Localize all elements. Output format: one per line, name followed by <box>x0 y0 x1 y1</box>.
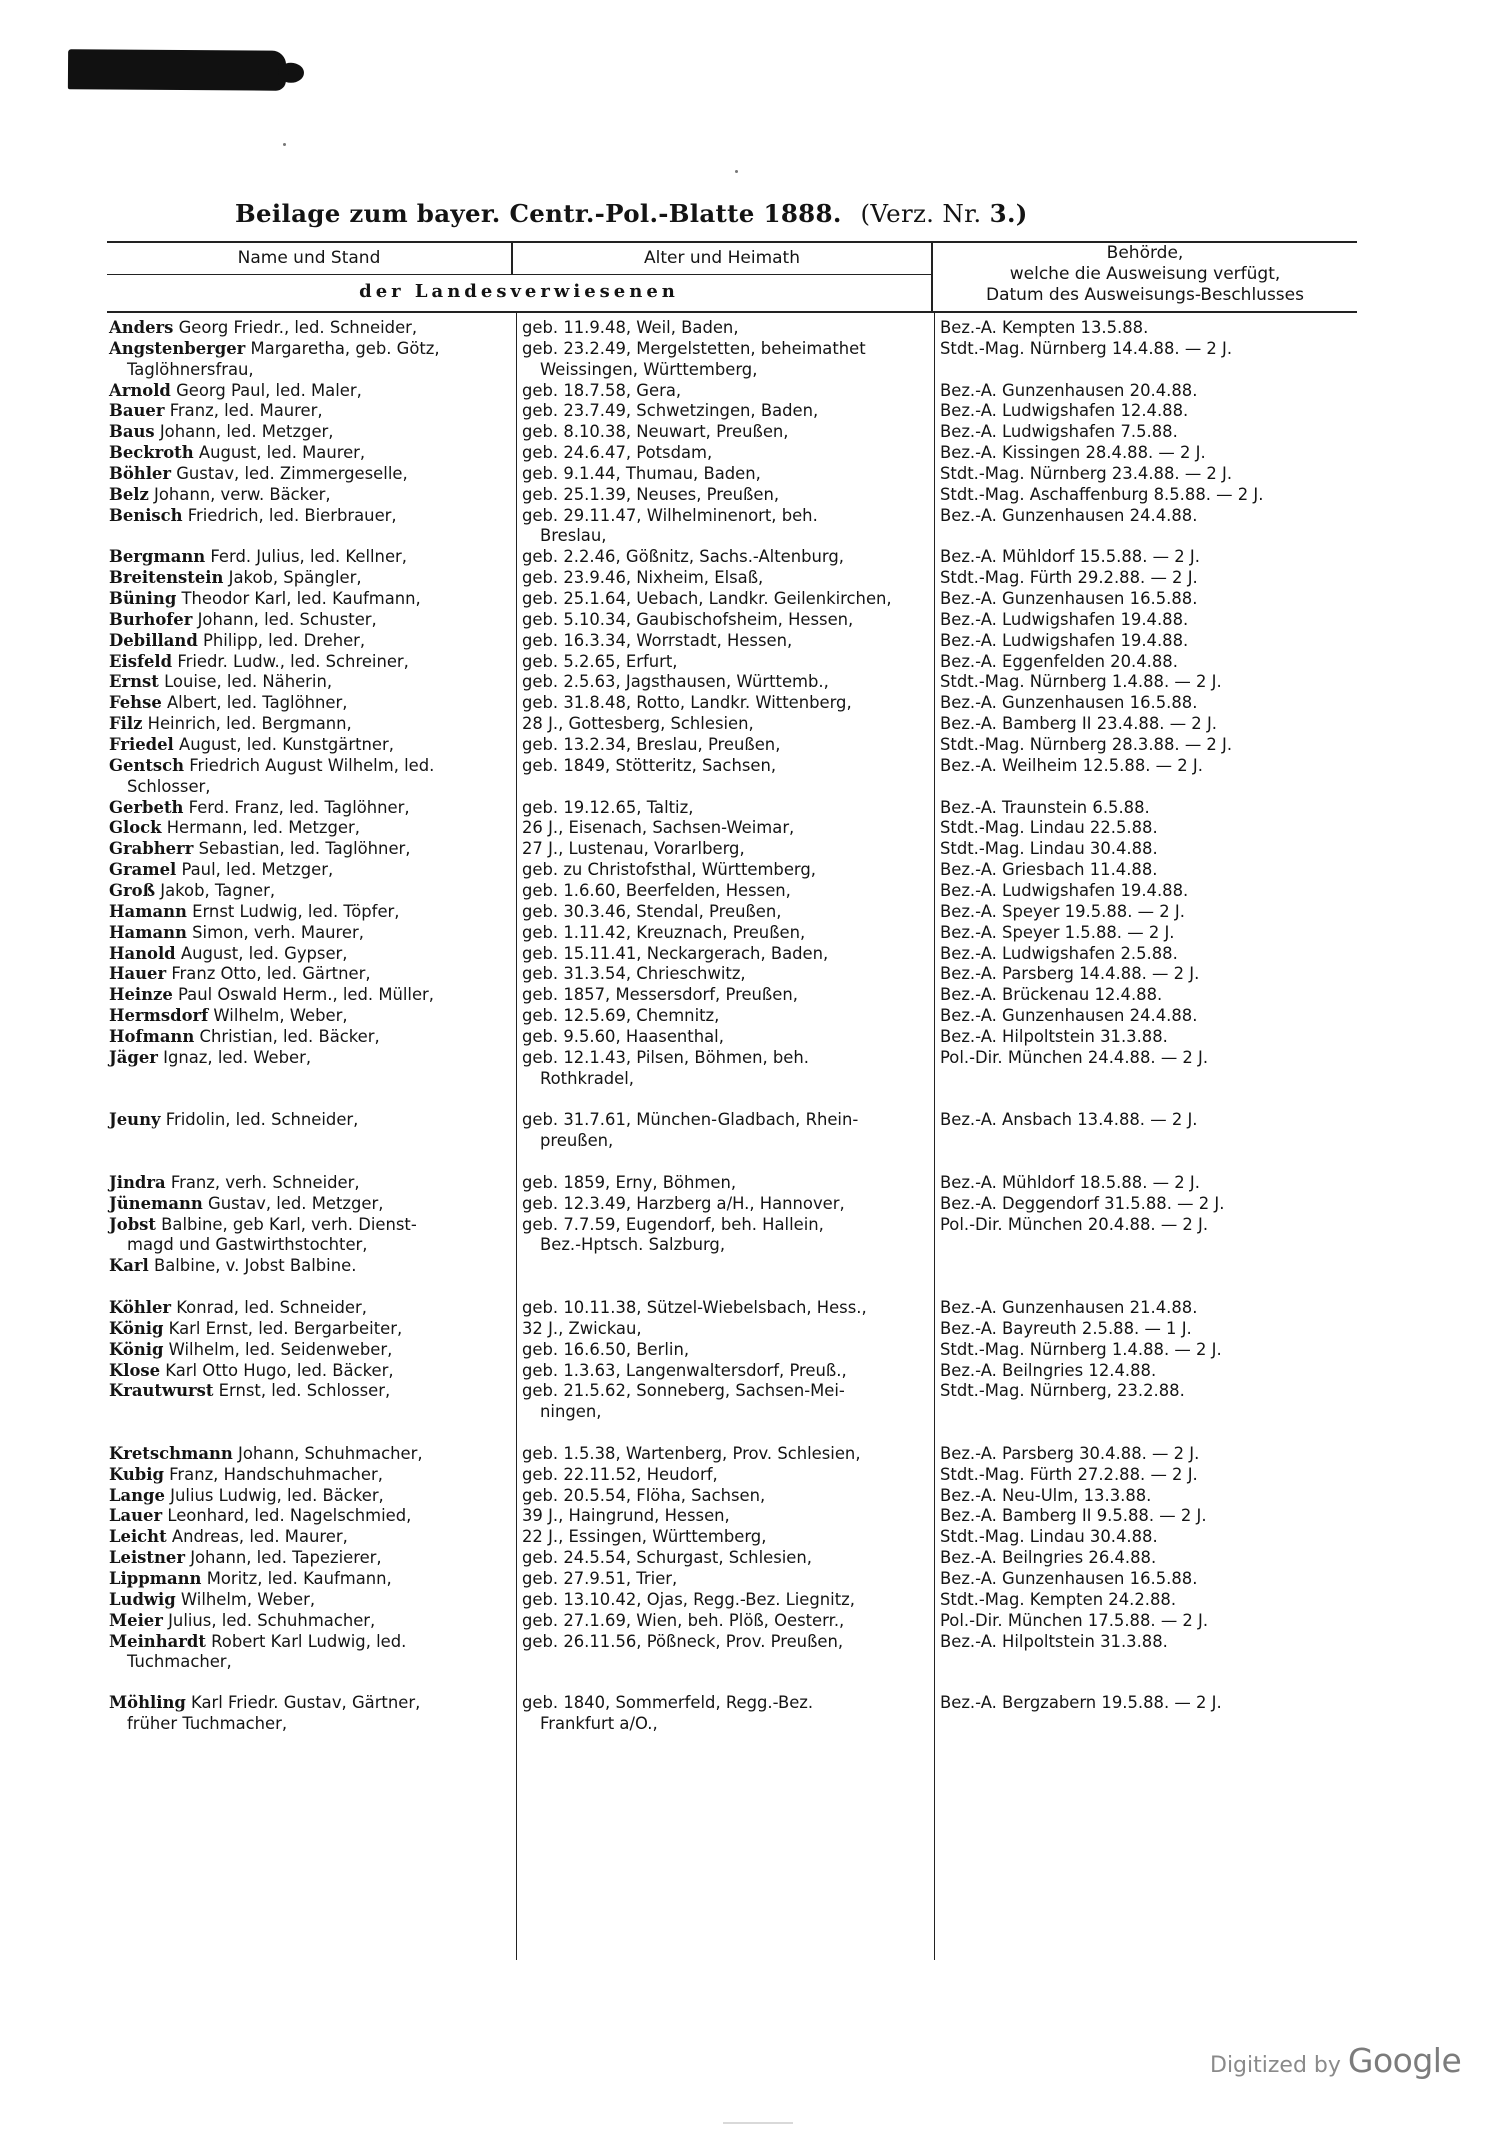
name-continuation: Schlosser, <box>127 776 211 796</box>
given-names-status: Friedrich, led. Bierbrauer, <box>187 505 397 525</box>
given-names-status: Ernst Ludwig, led. Töpfer, <box>192 901 400 921</box>
entry-authority-date: Bez.-A. Ludwigshafen 19.4.88. <box>940 630 1189 650</box>
entry-age-home: geb. zu Christofsthal, Württemberg, <box>522 860 816 880</box>
entry-age-home: geb. 1840, Sommerfeld, Regg.-Bez. Frankfurt a/O., <box>522 1693 814 1733</box>
entry-age-home: geb. 2.2.46, Gößnitz, Sachs.-Altenburg, <box>522 547 844 567</box>
entry-age-home: geb. 18.7.58, Gera, <box>522 380 682 400</box>
given-names-status: Karl Friedr. Gustav, Gärtner, <box>191 1693 421 1713</box>
home-continuation: Rothkradel, <box>540 1068 635 1088</box>
entry-authority-date: Bez.-A. Ludwigshafen 7.5.88. <box>940 422 1178 442</box>
home-continuation: ningen, <box>540 1402 602 1422</box>
entry-authority-date: Bez.-A. Neu-Ulm, 13.3.88. <box>940 1485 1152 1505</box>
entry-authority-date: Pol.-Dir. München 24.4.88. — 2 J. <box>940 1047 1209 1067</box>
given-names-status: Heinrich, led. Bergmann, <box>147 714 352 734</box>
entry-authority-date: Bez.-A. Weilheim 12.5.88. — 2 J. <box>940 755 1203 775</box>
given-names-status: Friedr. Ludw., led. Schreiner, <box>177 651 409 671</box>
entry-authority-date: Bez.-A. Kissingen 28.4.88. — 2 J. <box>940 443 1206 463</box>
given-names-status: Konrad, led. Schneider, <box>176 1297 367 1317</box>
surname: Breitenstein <box>109 568 224 588</box>
surname: Leistner <box>109 1548 185 1568</box>
surname: Klose <box>109 1360 161 1380</box>
surname: Meier <box>109 1610 163 1630</box>
entry-authority-date: Bez.-A. Beilngries 26.4.88. <box>940 1548 1157 1568</box>
entry-age-home: geb. 16.6.50, Berlin, <box>522 1339 690 1359</box>
entry-age-home: geb. 23.7.49, Schwetzingen, Baden, <box>522 401 819 421</box>
entry-authority-date: Stdt.-Mag. Fürth 29.2.88. — 2 J. <box>940 568 1198 588</box>
surname: Ludwig <box>109 1589 176 1609</box>
entry-name-status <box>109 818 360 839</box>
entry-age-home: geb. 9.5.60, Haasenthal, <box>522 1026 724 1046</box>
surname: Ernst <box>109 672 159 692</box>
entry-authority-date: Bez.-A. Gunzenhausen 24.4.88. <box>940 1006 1198 1026</box>
entry-authority-date: Stdt.-Mag. Lindau 30.4.88. <box>940 1527 1158 1547</box>
entry-name-status <box>109 672 332 693</box>
surname: Möhling <box>109 1693 186 1713</box>
entry-age-home: geb. 27.1.69, Wien, beh. Plöß, Oesterr., <box>522 1610 845 1630</box>
entry-name-status <box>109 1548 382 1569</box>
entry-authority-date: Bez.-A. Gunzenhausen 16.5.88. <box>940 1569 1198 1588</box>
given-names-status: Johann, led. Schuster, <box>197 609 377 629</box>
entry-name-status <box>109 860 333 881</box>
entry-name-status <box>109 1569 392 1590</box>
entry-name-status <box>109 631 365 652</box>
entry-age-home: geb. 12.1.43, Pilsen, Böhmen, beh. Rothkradel, <box>522 1047 809 1088</box>
given-names-status: Gustav, led. Zimmergeselle, <box>176 463 408 483</box>
surname: Benisch <box>109 505 183 525</box>
given-names-status: Julius, led. Schuhmacher, <box>168 1610 376 1630</box>
entry-name-status <box>109 1256 356 1277</box>
given-names-status: Ferd. Franz, led. Taglöhner, <box>188 797 410 817</box>
entry-authority-date: Stdt.-Mag. Nürnberg 14.4.88. — 2 J. <box>940 338 1233 358</box>
entry-name-status <box>109 1319 402 1340</box>
surname: Hamann <box>109 922 187 942</box>
entry-name-status <box>109 1465 383 1486</box>
surname: Böhler <box>109 463 171 483</box>
entry-age-home: geb. 1.5.38, Wartenberg, Prov. Schlesien, <box>522 1443 861 1463</box>
entry-name-status <box>109 610 377 631</box>
entry-age-home: 26 J., Eisenach, Sachsen-Weimar, <box>522 818 795 838</box>
name-continuation: Taglöhnersfrau, <box>127 359 254 379</box>
given-names-status: Simon, verh. Maurer, <box>192 922 364 942</box>
surname: Kretschmann <box>109 1443 233 1463</box>
entry-name-status <box>109 1693 420 1735</box>
entry-authority-date: Bez.-A. Beilngries 12.4.88. <box>940 1360 1157 1380</box>
home-continuation: Weissingen, Württemberg, <box>540 359 758 379</box>
entry-name-status <box>109 443 365 464</box>
given-names-status: Fridolin, led. Schneider, <box>165 1110 359 1130</box>
given-names-status: Moritz, led. Kaufmann, <box>206 1569 392 1588</box>
entry-authority-date: Bez.-A. Ludwigshafen 19.4.88. <box>940 609 1189 629</box>
given-names-status: Karl Otto Hugo, led. Bäcker, <box>165 1360 394 1380</box>
entry-age-home: geb. 15.11.41, Neckargerach, Baden, <box>522 943 829 963</box>
given-names-status: Leonhard, led. Nagelschmied, <box>167 1506 412 1526</box>
surname: Heinze <box>109 985 173 1005</box>
header-category: der Landesverwiesenen <box>359 281 679 302</box>
entry-authority-date: Bez.-A. Eggenfelden 20.4.88. <box>940 651 1178 671</box>
entry-age-home: geb. 13.10.42, Ojas, Regg.-Bez. Liegnitz, <box>522 1589 855 1609</box>
entry-name-status <box>109 381 362 402</box>
entry-name-status <box>109 944 348 965</box>
given-names-status: Paul Oswald Herm., led. Müller, <box>178 985 435 1005</box>
entry-authority-date: Bez.-A. Ludwigshafen 2.5.88. <box>940 943 1178 963</box>
entry-age-home: geb. 12.3.49, Harzberg a/H., Hannover, <box>522 1193 845 1213</box>
surname: König <box>109 1339 164 1359</box>
surname: Krautwurst <box>109 1381 214 1401</box>
column-divider-1 <box>516 313 517 1960</box>
name-continuation: Tuchmacher, <box>127 1652 232 1672</box>
entry-name-status <box>109 735 394 756</box>
given-names-status: Wilhelm, led. Seidenweber, <box>168 1339 393 1359</box>
entry-age-home: geb. 5.10.34, Gaubischofsheim, Hessen, <box>522 609 854 629</box>
surname: Jäger <box>109 1047 158 1067</box>
entry-authority-date: Stdt.-Mag. Nürnberg 28.3.88. — 2 J. <box>940 735 1233 754</box>
entry-name-status <box>109 464 408 485</box>
home-continuation: Breslau, <box>540 526 607 546</box>
surname: Debilland <box>109 630 198 650</box>
entry-authority-date: Bez.-A. Hilpoltstein 31.3.88. <box>940 1026 1168 1046</box>
entry-age-home: geb. 31.3.54, Chrieschwitz, <box>522 964 746 984</box>
given-names-status: Karl Ernst, led. Bergarbeiter, <box>168 1318 403 1338</box>
entry-age-home: geb. 23.2.49, Mergelstetten, beheimathet Weissingen, Württemberg, <box>522 338 866 379</box>
surname: Anders <box>109 318 174 337</box>
entry-age-home: geb. 21.5.62, Sonneberg, Sachsen-Mei- ningen, <box>522 1381 845 1422</box>
surname: Burhofer <box>109 609 193 629</box>
entry-name-status <box>109 401 323 422</box>
entry-name-status <box>109 714 352 735</box>
entry-name-status <box>109 1048 311 1069</box>
entry-age-home: geb. 30.3.46, Stendal, Preußen, <box>522 901 782 921</box>
entry-authority-date: Bez.-A. Mühldorf 18.5.88. — 2 J. <box>940 1172 1200 1192</box>
entry-age-home: 32 J., Zwickau, <box>522 1318 642 1338</box>
surname: Leicht <box>109 1527 167 1547</box>
entry-age-home: geb. 23.9.46, Nixheim, Elsaß, <box>522 568 764 588</box>
page-title <box>235 199 1028 228</box>
entry-age-home: geb. 2.5.63, Jagsthausen, Württemb., <box>522 672 829 692</box>
entry-age-home: geb. 1857, Messersdorf, Preußen, <box>522 985 798 1005</box>
entry-authority-date: Bez.-A. Gunzenhausen 20.4.88. <box>940 380 1198 400</box>
given-names-status: Franz, verh. Schneider, <box>170 1172 360 1192</box>
entry-name-status <box>109 798 410 819</box>
given-names-status: Balbine, v. Jobst Balbine. <box>153 1256 357 1276</box>
entry-name-status <box>109 1173 360 1194</box>
given-names-status: Balbine, geb Karl, verh. Dienst- <box>161 1214 417 1234</box>
entry-age-home: geb. 9.1.44, Thumau, Baden, <box>522 463 761 483</box>
entry-authority-date: Stdt.-Mag. Nürnberg 1.4.88. — 2 J. <box>940 672 1222 692</box>
given-names-status: Theodor Karl, led. Kaufmann, <box>181 589 421 609</box>
surname: Lange <box>109 1485 165 1505</box>
entry-name-status <box>109 422 334 443</box>
given-names-status: Franz, led. Maurer, <box>169 401 323 421</box>
entry-authority-date: Bez.-A. Parsberg 14.4.88. — 2 J. <box>940 964 1200 984</box>
surname: Bergmann <box>109 547 206 567</box>
given-names-status: Margaretha, geb. Götz, <box>250 338 440 358</box>
digitized-by-google: Digitized by Google <box>1210 2041 1462 2080</box>
entry-authority-date: Stdt.-Mag. Nürnberg 1.4.88. — 2 J. <box>940 1339 1222 1359</box>
surname: Lauer <box>109 1506 163 1526</box>
surname: Hamann <box>109 901 187 921</box>
entry-authority-date: Stdt.-Mag. Lindau 22.5.88. <box>940 818 1158 838</box>
entry-authority-date: Bez.-A. Kempten 13.5.88. <box>940 318 1149 337</box>
given-names-status: Wilhelm, Weber, <box>180 1589 316 1609</box>
entry-age-home: geb. 1849, Stötteritz, Sachsen, <box>522 755 777 775</box>
entry-name-status <box>109 485 331 506</box>
entry-authority-date: Stdt.-Mag. Nürnberg, 23.2.88. <box>940 1381 1185 1401</box>
entry-age-home: geb. 1859, Erny, Böhmen, <box>522 1172 737 1192</box>
entry-name-status <box>109 902 399 923</box>
header-age-and-home: Alter und Heimath <box>644 248 800 268</box>
name-continuation: magd und Gastwirthstochter, <box>127 1235 368 1255</box>
given-names-status: Wilhelm, Weber, <box>213 1006 348 1026</box>
given-names-status: Franz Otto, led. Gärtner, <box>171 964 371 984</box>
given-names-status: Friedrich August Wilhelm, led. <box>189 755 435 775</box>
surname: Eisfeld <box>109 651 173 671</box>
entry-authority-date: Bez.-A. Bayreuth 2.5.88. — 1 J. <box>940 1318 1192 1338</box>
entry-name-status <box>109 881 275 902</box>
surname: Büning <box>109 589 177 609</box>
entry-name-status <box>109 1632 406 1674</box>
entry-authority-date: Bez.-A. Traunstein 6.5.88. <box>940 797 1150 817</box>
surname: Friedel <box>109 735 174 754</box>
home-continuation: Frankfurt a/O., <box>540 1713 658 1733</box>
entry-authority-date: Bez.-A. Gunzenhausen 16.5.88. <box>940 589 1198 609</box>
surname: Groß <box>109 880 156 900</box>
header-mid-rule <box>107 274 931 275</box>
given-names-status: Johann, verw. Bäcker, <box>154 484 331 504</box>
entry-name-status <box>109 1486 384 1507</box>
entry-authority-date: Stdt.-Mag. Nürnberg 23.4.88. — 2 J. <box>940 463 1233 483</box>
entry-authority-date: Pol.-Dir. München 17.5.88. — 2 J. <box>940 1610 1209 1630</box>
surname: Belz <box>109 484 149 504</box>
surname: Hanold <box>109 943 176 963</box>
entry-name-status <box>109 693 347 714</box>
home-continuation: Bez.-Hptsch. Salzburg, <box>540 1235 726 1255</box>
entry-age-home: geb. 20.5.54, Flöha, Sachsen, <box>522 1485 766 1505</box>
bottom-rule <box>723 2122 793 2124</box>
given-names-status: Hermann, led. Metzger, <box>166 818 360 838</box>
entry-name-status <box>109 1027 380 1048</box>
given-names-status: Albert, led. Taglöhner, <box>166 693 348 713</box>
given-names-status: Paul, led. Metzger, <box>181 860 334 880</box>
entry-authority-date: Stdt.-Mag. Lindau 30.4.88. <box>940 839 1158 859</box>
given-names-status: Ernst, led. Schlosser, <box>218 1381 391 1401</box>
entry-age-home: geb. 7.7.59, Eugendorf, beh. Hallein, Bez.-Hptsch. Salzburg, <box>522 1214 824 1255</box>
surname: Hofmann <box>109 1026 195 1046</box>
given-names-status: August, led. Gypser, <box>180 943 348 963</box>
surname: König <box>109 1318 164 1338</box>
entry-authority-date: Bez.-A. Bergzabern 19.5.88. — 2 J. <box>940 1693 1222 1713</box>
title-main: Beilage zum bayer. Centr.-Pol.-Blatte 1888. <box>235 199 842 228</box>
entry-name-status <box>109 1215 417 1257</box>
given-names-status: Jakob, Spängler, <box>228 568 362 588</box>
entry-name-status <box>109 1194 383 1215</box>
surname: Jeuny <box>109 1110 161 1130</box>
entry-authority-date: Bez.-A. Griesbach 11.4.88. <box>940 860 1158 880</box>
entry-name-status <box>109 589 421 610</box>
entry-name-status <box>109 506 397 527</box>
speck <box>283 143 286 146</box>
entry-name-status <box>109 839 410 860</box>
entry-authority-date: Stdt.-Mag. Kempten 24.2.88. <box>940 1589 1177 1609</box>
header-authority: Behörde, welche die Ausweisung verfügt, Datum des Ausweisungs-Beschlusses <box>986 243 1304 305</box>
surname: Kubig <box>109 1464 164 1484</box>
entry-name-status <box>109 652 409 673</box>
entry-age-home: geb. 1.11.42, Kreuznach, Preußen, <box>522 922 806 942</box>
entry-age-home: geb. 8.10.38, Neuwart, Preußen, <box>522 422 789 442</box>
entry-authority-date: Bez.-A. Deggendorf 31.5.88. — 2 J. <box>940 1193 1225 1213</box>
entry-age-home: geb. 22.11.52, Heudorf, <box>522 1464 718 1484</box>
entry-name-status <box>109 1611 375 1632</box>
entry-name-status <box>109 923 364 944</box>
surname: Grabherr <box>109 839 194 859</box>
entry-age-home: geb. 16.3.34, Worrstadt, Hessen, <box>522 630 793 650</box>
surname: Karl <box>109 1256 149 1276</box>
entry-name-status <box>109 1298 367 1319</box>
given-names-status: Christian, led. Bäcker, <box>199 1026 380 1046</box>
redaction-ink-blot <box>68 49 286 91</box>
header-bottom-rule <box>107 311 1357 313</box>
surname: Beckroth <box>109 443 194 463</box>
entry-name-status <box>109 339 440 381</box>
entry-authority-date: Bez.-A. Speyer 1.5.88. — 2 J. <box>940 922 1175 942</box>
surname: Bauer <box>109 401 165 421</box>
entry-age-home: geb. 31.7.61, München-Gladbach, Rhein- preußen, <box>522 1110 859 1151</box>
entry-age-home: geb. 24.5.54, Schurgast, Schlesien, <box>522 1548 812 1568</box>
surname: Jünemann <box>109 1193 203 1213</box>
entry-age-home: geb. 29.11.47, Wilhelminenort, beh. Breslau, <box>522 505 818 546</box>
surname: Gentsch <box>109 755 185 775</box>
surname: Baus <box>109 422 155 442</box>
entry-age-home: 22 J., Essingen, Württemberg, <box>522 1527 767 1547</box>
entry-authority-date: Bez.-A. Brückenau 12.4.88. <box>940 985 1163 1005</box>
entry-name-status <box>109 985 434 1006</box>
entry-age-home: 28 J., Gottesberg, Schlesien, <box>522 714 754 734</box>
entry-authority-date: Bez.-A. Bamberg II 9.5.88. — 2 J. <box>940 1506 1207 1526</box>
surname: Hauer <box>109 964 167 984</box>
entry-name-status <box>109 1381 390 1402</box>
entry-age-home: geb. 31.8.48, Rotto, Landkr. Wittenberg, <box>522 693 852 713</box>
entry-age-home: geb. 24.6.47, Potsdam, <box>522 443 713 463</box>
given-names-status: Georg Friedr., led. Schneider, <box>178 318 418 337</box>
given-names-status: Ferd. Julius, led. Kellner, <box>210 547 407 567</box>
entry-name-status <box>109 1590 315 1611</box>
entry-age-home: geb. 13.2.34, Breslau, Preußen, <box>522 735 781 754</box>
surname: Arnold <box>109 380 171 400</box>
given-names-status: Andreas, led. Maurer, <box>171 1527 348 1547</box>
surname: Fehse <box>109 693 162 713</box>
name-continuation: früher Tuchmacher, <box>127 1713 288 1733</box>
entry-authority-date: Bez.-A. Gunzenhausen 21.4.88. <box>940 1297 1198 1317</box>
entry-age-home: geb. 1.3.63, Langenwaltersdorf, Preuß., <box>522 1360 847 1380</box>
entry-authority-date: Bez.-A. Gunzenhausen 16.5.88. <box>940 693 1198 713</box>
entry-authority-date: Bez.-A. Parsberg 30.4.88. — 2 J. <box>940 1443 1200 1463</box>
given-names-status: Franz, Handschuhmacher, <box>169 1464 383 1484</box>
entry-name-status <box>109 1361 394 1382</box>
entry-name-status <box>109 547 407 568</box>
header-name-and-status: Name und Stand <box>237 248 381 268</box>
entry-authority-date: Pol.-Dir. München 20.4.88. — 2 J. <box>940 1214 1209 1234</box>
surname: Gramel <box>109 860 177 880</box>
entry-name-status <box>109 1506 411 1527</box>
entry-age-home: geb. 25.1.39, Neuses, Preußen, <box>522 484 780 504</box>
given-names-status: Gustav, led. Metzger, <box>208 1193 384 1213</box>
entry-name-status <box>109 1444 423 1465</box>
entry-age-home: geb. 26.11.56, Pößneck, Prov. Preußen, <box>522 1631 844 1651</box>
entry-age-home: geb. 27.9.51, Trier, <box>522 1569 678 1588</box>
entry-name-status <box>109 318 417 339</box>
entry-name-status <box>109 1110 358 1131</box>
entry-authority-date: Stdt.-Mag. Fürth 27.2.88. — 2 J. <box>940 1464 1198 1484</box>
entry-name-status <box>109 964 371 985</box>
entry-name-status <box>109 1527 348 1548</box>
entry-authority-date: Bez.-A. Gunzenhausen 24.4.88. <box>940 505 1198 525</box>
entry-authority-date: Bez.-A. Bamberg II 23.4.88. — 2 J. <box>940 714 1217 734</box>
column-divider-2 <box>934 313 935 1960</box>
entry-age-home: geb. 5.2.65, Erfurt, <box>522 651 678 671</box>
given-names-status: Philipp, led. Dreher, <box>203 630 366 650</box>
given-names-status: Robert Karl Ludwig, led. <box>211 1631 407 1651</box>
given-names-status: Johann, led. Tapezierer, <box>190 1548 382 1568</box>
entry-name-status <box>109 568 362 589</box>
home-continuation: preußen, <box>540 1131 614 1151</box>
entry-authority-date: Bez.-A. Ludwigshafen 12.4.88. <box>940 401 1189 421</box>
entry-authority-date: Stdt.-Mag. Aschaffenburg 8.5.88. — 2 J. <box>940 484 1264 504</box>
surname: Jindra <box>109 1172 166 1192</box>
entry-authority-date: Bez.-A. Hilpoltstein 31.3.88. <box>940 1631 1168 1651</box>
entry-authority-date: Bez.-A. Mühldorf 15.5.88. — 2 J. <box>940 547 1200 567</box>
speck <box>735 170 738 173</box>
surname: Jobst <box>109 1214 156 1234</box>
surname: Lippmann <box>109 1569 202 1588</box>
given-names-status: August, led. Kunstgärtner, <box>178 735 394 754</box>
surname: Meinhardt <box>109 1631 206 1651</box>
given-names-status: Ignaz, led. Weber, <box>163 1047 312 1067</box>
given-names-status: Jakob, Tagner, <box>160 880 276 900</box>
entry-authority-date: Bez.-A. Ludwigshafen 19.4.88. <box>940 880 1189 900</box>
entry-name-status <box>109 1340 392 1361</box>
entry-age-home: geb. 12.5.69, Chemnitz, <box>522 1006 720 1026</box>
entry-name-status <box>109 756 434 798</box>
given-names-status: August, led. Maurer, <box>198 443 366 463</box>
entry-authority-date: Bez.-A. Speyer 19.5.88. — 2 J. <box>940 901 1185 921</box>
given-names-status: Louise, led. Näherin, <box>164 672 333 692</box>
surname: Angstenberger <box>109 338 246 358</box>
surname: Glock <box>109 818 162 838</box>
surname: Köhler <box>109 1297 172 1317</box>
surname: Filz <box>109 714 143 734</box>
given-names-status: Georg Paul, led. Maler, <box>176 380 362 400</box>
entry-authority-date: Bez.-A. Ansbach 13.4.88. — 2 J. <box>940 1110 1198 1130</box>
entry-age-home: 39 J., Haingrund, Hessen, <box>522 1506 730 1526</box>
surname: Gerbeth <box>109 797 184 817</box>
entry-age-home: 27 J., Lustenau, Vorarlberg, <box>522 839 745 859</box>
surname: Hermsdorf <box>109 1006 209 1026</box>
entry-age-home: geb. 11.9.48, Weil, Baden, <box>522 318 739 337</box>
given-names-status: Sebastian, led. Taglöhner, <box>198 839 411 859</box>
given-names-status: Julius Ludwig, led. Bäcker, <box>170 1485 384 1505</box>
given-names-status: Johann, Schuhmacher, <box>238 1443 423 1463</box>
title-reference: (Verz. Nr. 3.) <box>860 199 1028 228</box>
given-names-status: Johann, led. Metzger, <box>159 422 334 442</box>
entry-age-home: geb. 1.6.60, Beerfelden, Hessen, <box>522 880 791 900</box>
entry-age-home: geb. 10.11.38, Sützel-Wiebelsbach, Hess., <box>522 1297 867 1317</box>
entry-age-home: geb. 19.12.65, Taltiz, <box>522 797 694 817</box>
entry-name-status <box>109 1006 348 1027</box>
entry-age-home: geb. 25.1.64, Uebach, Landkr. Geilenkirchen, <box>522 589 892 609</box>
